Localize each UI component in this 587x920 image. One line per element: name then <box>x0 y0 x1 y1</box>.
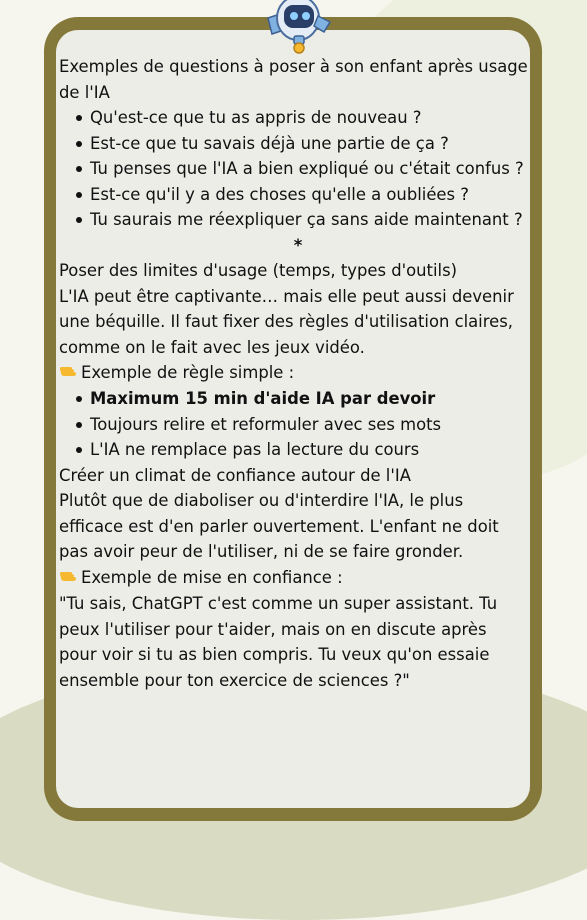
list-item: Tu penses que l'IA a bien expliqué ou c'était confus ? <box>59 156 529 182</box>
list-item: Maximum 15 min d'aide IA par devoir <box>59 386 529 412</box>
pointing-hand-icon <box>59 361 81 387</box>
list-item: Toujours relire et reformuler avec ses mots <box>59 412 529 438</box>
article-body <box>59 54 529 693</box>
rules-list <box>59 386 529 463</box>
list-item: Est-ce que tu savais déjà une partie de ça ? <box>59 131 529 157</box>
list-item: Est-ce qu'il y a des choses qu'elle a oubliées ? <box>59 182 529 208</box>
rule-example-label: Exemple de règle simple : <box>81 363 295 382</box>
list-item: Qu'est-ce que tu as appris de nouveau ? <box>59 105 529 131</box>
trust-example-line <box>59 565 529 591</box>
questions-list <box>59 105 529 233</box>
trust-heading: Créer un climat de confiance autour de l'IA <box>59 465 411 485</box>
robot-icon <box>254 0 340 54</box>
rule-example-line <box>59 360 529 386</box>
pointing-hand-icon <box>59 566 81 592</box>
limits-heading: Poser des limites d'usage (temps, types d'outils) <box>59 261 458 280</box>
questions-intro: Exemples de questions à poser à son enfant après usage de l'IA <box>59 57 528 102</box>
list-item: Tu saurais me réexpliquer ça sans aide maintenant ? <box>59 207 529 233</box>
section-separator: * <box>293 235 303 255</box>
example-quote: "Tu sais, ChatGPT c'est comme un super assistant. Tu peux l'utiliser pour t'aider, mais on en discute après pour voir si tu as bien compris. Tu veux qu'on essaie ensemble pour ton exercice de sciences ?" <box>59 594 498 690</box>
list-item: L'IA ne remplace pas la lecture du cours <box>59 437 529 463</box>
trust-example-label: Exemple de mise en confiance : <box>81 567 343 587</box>
trust-paragraph: Plutôt que de diaboliser ou d'interdire l'IA, le plus efficace est d'en parler ouvertement. L'enfant ne doit pas avoir peur de l'utiliser, ni de se faire gronder. <box>59 491 499 562</box>
limits-paragraph: L'IA peut être captivante… mais elle peut aussi devenir une béquille. Il faut fixer des règles d'utilisation claires, comme on le fait avec les jeux vidéo. <box>59 286 514 357</box>
